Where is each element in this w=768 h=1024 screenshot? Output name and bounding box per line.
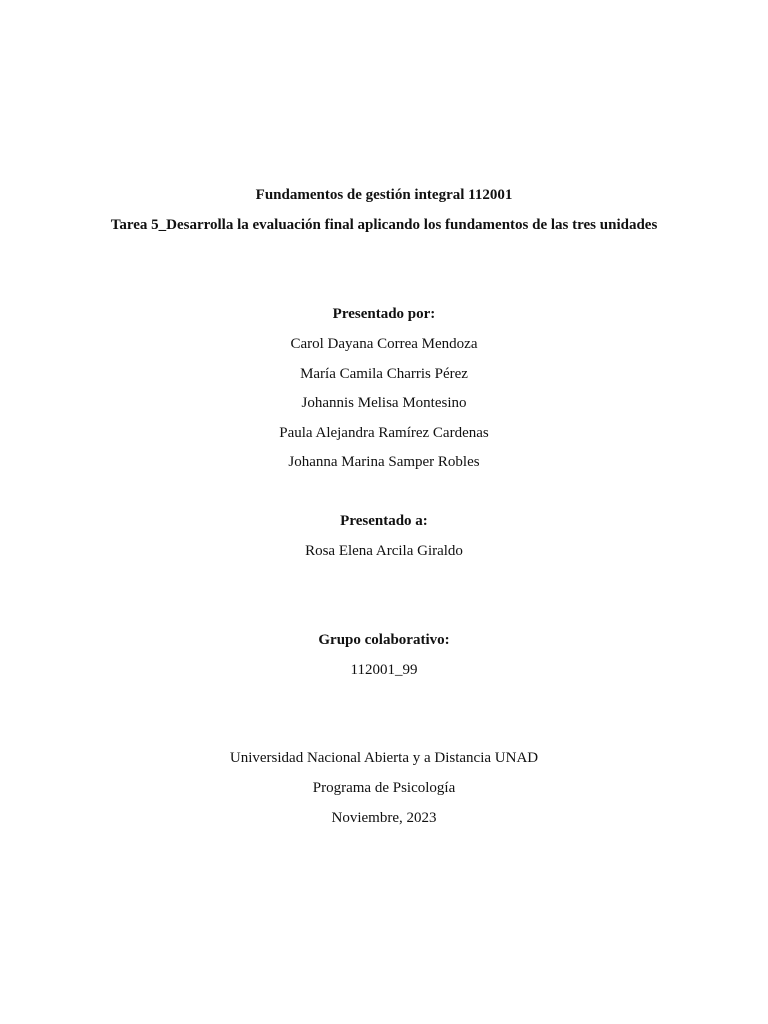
university-name: Universidad Nacional Abierta y a Distancia UNAD: [229, 750, 539, 766]
course-title: Fundamentos de gestión integral 112001: [255, 187, 513, 203]
assignment-title: Tarea 5_Desarrolla la evaluación final aplicando los fundamentos de las tres unidades: [110, 217, 658, 233]
group-label: Grupo colaborativo:: [318, 632, 450, 648]
program-name: Programa de Psicología: [312, 780, 456, 796]
tutor-name: Rosa Elena Arcila Giraldo: [305, 543, 463, 559]
author-name: Johannis Melisa Montesino: [301, 395, 467, 411]
document-date: Noviembre, 2023: [331, 810, 437, 826]
author-name: Paula Alejandra Ramírez Cardenas: [279, 425, 489, 441]
group-id: 112001_99: [350, 662, 418, 678]
author-name: Carol Dayana Correa Mendoza: [290, 336, 478, 352]
author-name: María Camila Charris Pérez: [300, 366, 468, 382]
presented-by-label: Presentado por:: [332, 306, 436, 322]
author-name: Johanna Marina Samper Robles: [288, 454, 480, 470]
presented-to-label: Presentado a:: [340, 513, 428, 529]
